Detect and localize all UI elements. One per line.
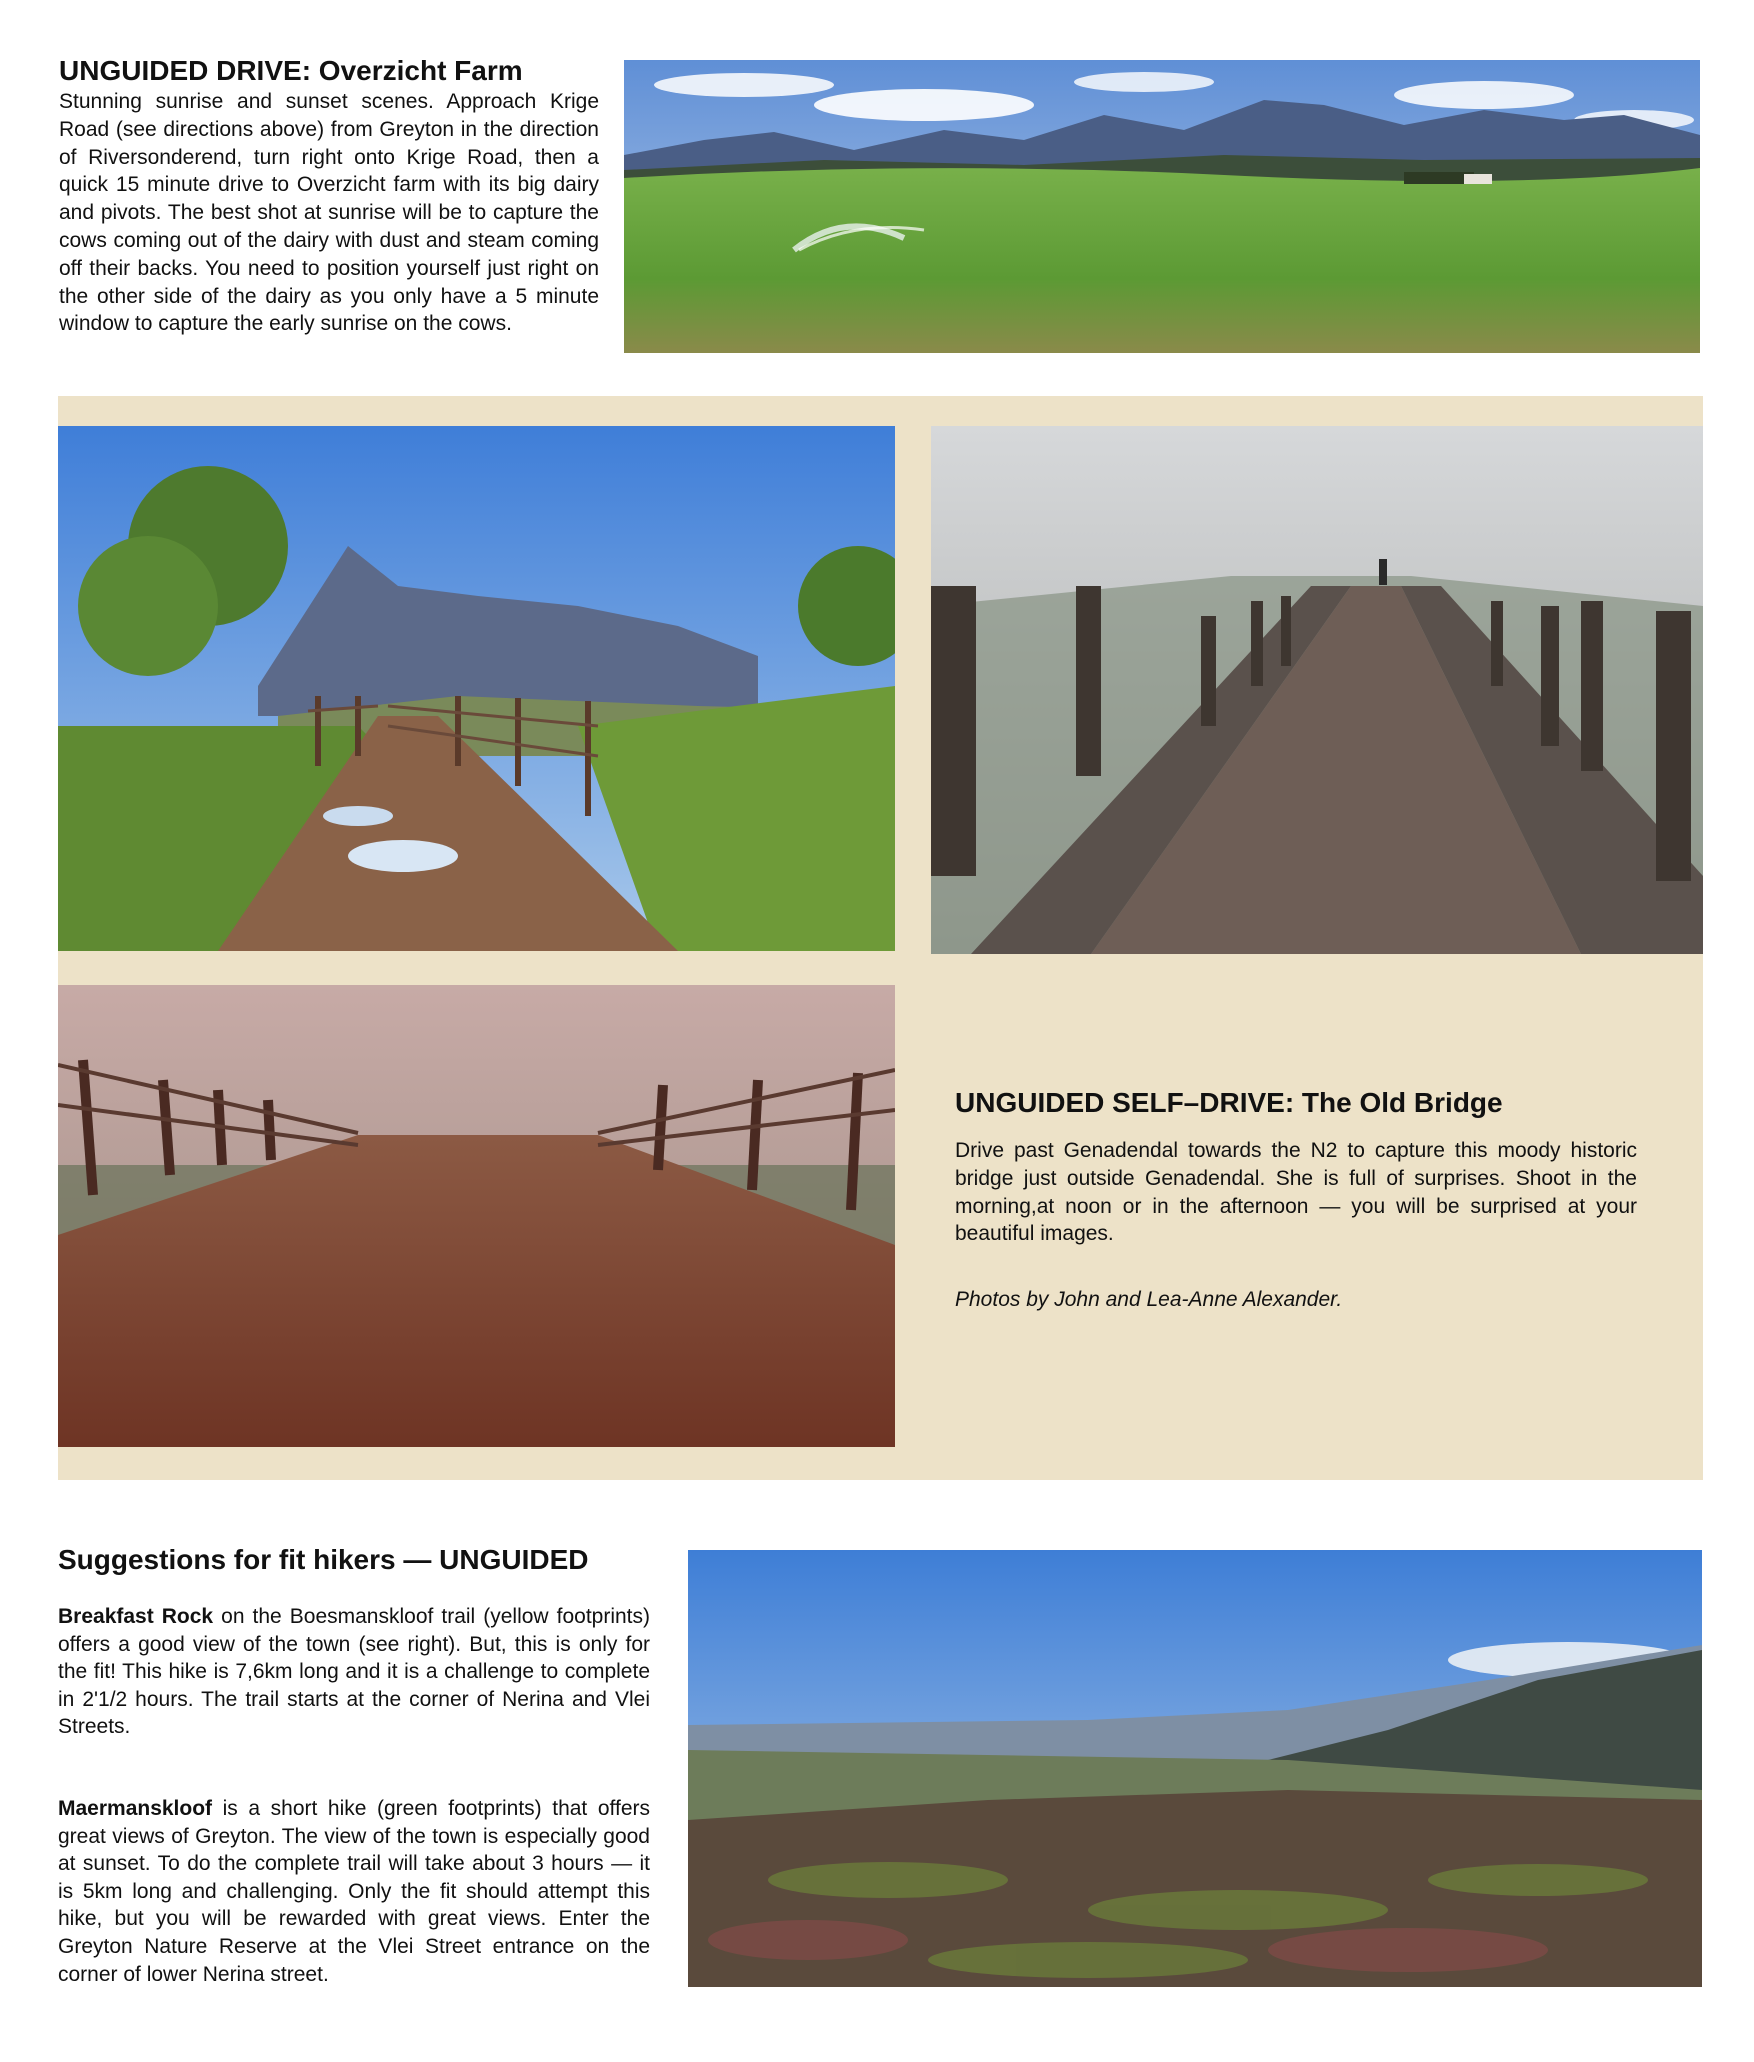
old-bridge-title: UNGUIDED SELF–DRIVE: The Old Bridge	[955, 1087, 1503, 1118]
breakfast-rock-view-photo	[688, 1550, 1702, 1987]
old-bridge-red-road-photo	[58, 985, 895, 1447]
breakfast-rock-lead: Breakfast Rock	[58, 1605, 214, 1628]
hikers-title: Suggestions for fit hikers — UNGUIDED	[58, 1544, 589, 1575]
overzicht-title: UNGUIDED DRIVE: Overzicht Farm	[59, 55, 523, 86]
old-bridge-sunny-photo	[58, 426, 895, 951]
breakfast-rock-paragraph	[58, 1603, 650, 1741]
old-bridge-fog-photo	[931, 426, 1703, 954]
maermanskloof-text: is a short hike (green footprints) that offers great views of Greyton. The view of the town is especially good at sunset. To do the complete trail will take about 3 hours — it is 5km long and challenging. Only the fit should attempt this hike, but you will be rewarded with great views. Enter the Greyton Nature Reserve at the Vlei Street entrance on the corner of lower Nerina street.	[58, 1797, 650, 1986]
photo-credit: Photos by John and Lea-Anne Alexander.	[955, 1288, 1343, 1311]
breakfast-rock-text: on the Boesmanskloof trail (yellow footprints) offers a good view of the town (see right). But, this is only for the fit! This hike is 7,6km long and it is a challenge to complete in 2'1/2 hours. The trail starts at the corner of Nerina and Vlei Streets.	[58, 1605, 650, 1739]
maermanskloof-paragraph	[58, 1795, 650, 1988]
maermanskloof-lead: Maermanskloof	[58, 1797, 213, 1820]
farm-landscape-photo	[624, 60, 1700, 353]
old-bridge-body: Drive past Genadendal towards the N2 to capture this moody historic bridge just outside Genadendal. She is full of surprises. Shoot in the morning,at noon or in the afternoon — you will be surprised at your beautiful images.	[955, 1139, 1637, 1246]
overzicht-body: Stunning sunrise and sunset scenes. Approach Krige Road (see directions above) from Greyton in the direction of Riversonderend, turn right onto Krige Road, then a quick 15 minute drive to Overzicht farm with its big dairy and pivots. The best shot at sunrise will be to capture the cows coming out of the dairy with dust and steam coming off their backs. You need to position yourself just right on the other side of the dairy as you only have a 5 minute window to capture the early sunrise on the cows.	[59, 90, 599, 336]
